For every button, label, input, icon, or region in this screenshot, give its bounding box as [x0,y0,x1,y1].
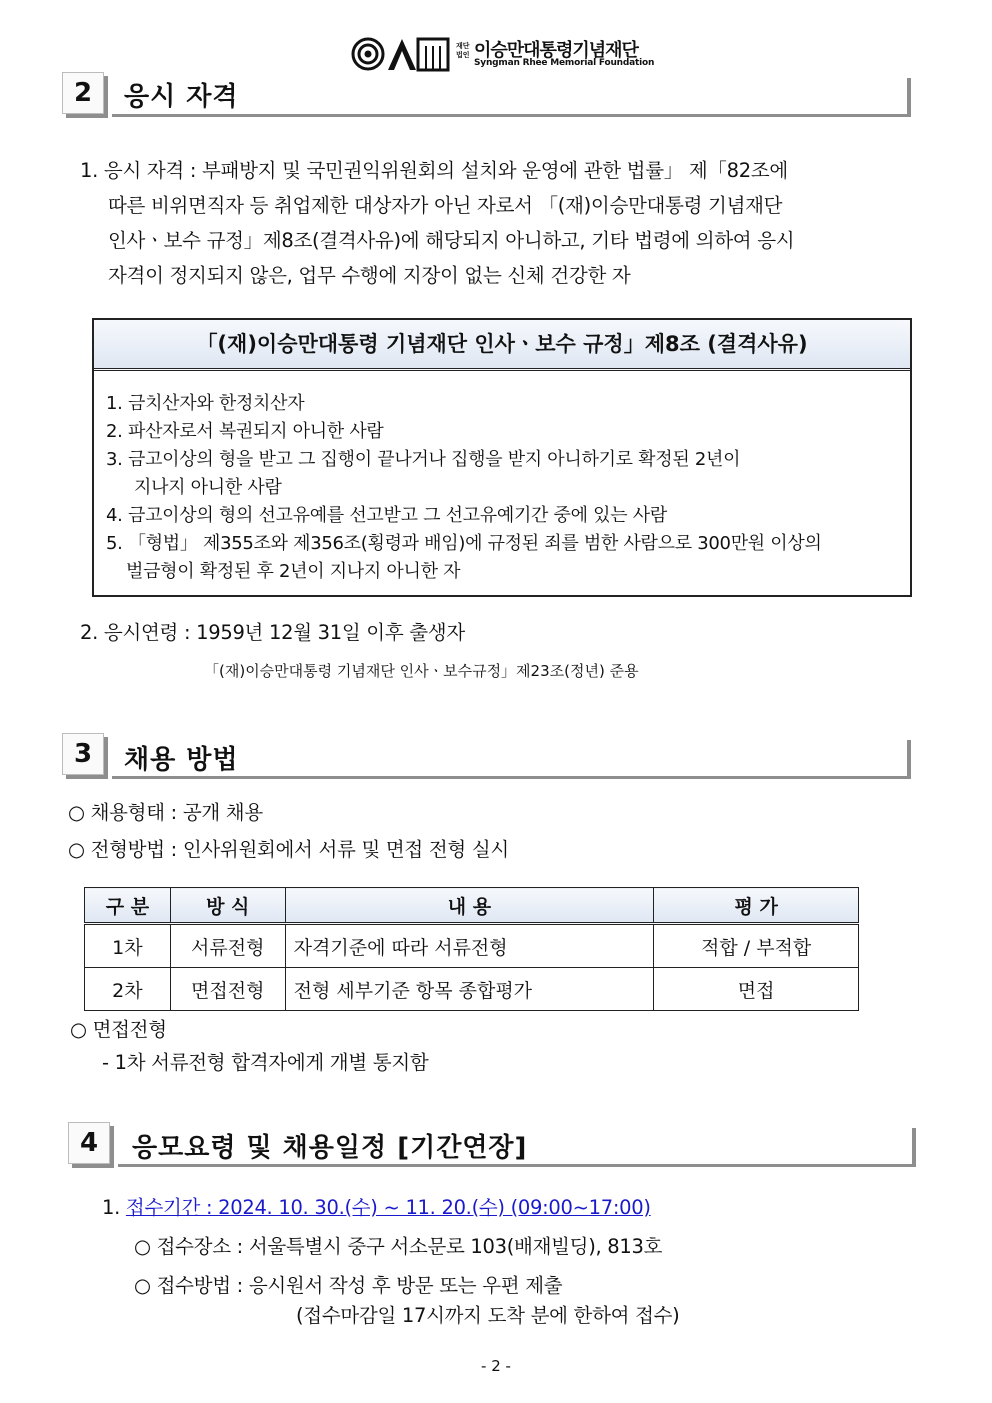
section-4-number: 4 [68,1122,110,1164]
cell-content: 자격기준에 따라 서류전형 [285,924,654,968]
application-method-note: (접수마감일 17시까지 도착 분에 한하여 접수) [296,1304,680,1327]
page-number: - 2 - [481,1357,511,1375]
age-requirement-note: 「(재)이승만대통령 기념재단 인사ㆍ보수규정」제23조(정년) 준용 [204,662,639,680]
org-name-en: Syngman Rhee Memorial Foundation [474,58,655,68]
qualification-line-4: 자격이 정지되지 않은, 업무 수행에 지장이 없는 신체 건강한 자 [108,264,631,287]
disqualification-item-4: 4. 금고이상의 형의 선고유예를 선고받고 그 선고유예기간 중에 있는 사람 [106,505,667,526]
employment-type: ○ 채용형태 : 공개 채용 [68,801,263,824]
disqualification-box [92,318,912,597]
disqualification-item-5-cont: 벌금형이 확정된 후 2년이 지나지 아니한 자 [126,561,461,582]
age-requirement: 2. 응시연령 : 1959년 12월 31일 이후 출생자 [80,621,465,644]
cell-stage: 1차 [85,924,171,968]
selection-method: ○ 전형방법 : 인사위원회에서 서류 및 면접 전형 실시 [68,838,509,861]
org-name: 이승만대통령기념재단 [474,40,638,61]
qualification-line-1: 1. 응시 자격 : 부패방지 및 국민권익위원회의 설치와 운영에 관한 법률」 제「82조에 [80,159,788,182]
interview-heading: ○ 면접전형 [70,1018,167,1041]
disqualification-box-title: 「(재)이승만대통령 기념재단 인사ㆍ보수 규정」제8조 (결격사유) [94,320,910,371]
application-period-line [102,1190,651,1225]
foundation-logo [350,36,655,72]
cell-method: 서류전형 [170,924,285,968]
header-evaluation: 평 가 [654,888,859,924]
table-row [85,968,859,1011]
section-2-title: 응시 자격 [124,82,239,112]
section-4-title: 응모요령 및 채용일정 [기간연장] [132,1133,528,1163]
disqualification-item-3-cont: 지나지 아니한 사람 [134,477,282,498]
qualification-line-3: 인사ㆍ보수 규정」제8조(결격사유)에 해당되지 아니하고, 기타 법령에 의하여 응시 [108,229,795,252]
disqualification-item-5: 5. 「형법」 제355조와 제356조(횡령과 배임)에 규정된 죄를 범한 사람으로 300만원 이상의 [106,533,822,554]
org-type-label: 재단법인 [456,42,470,59]
table-row [85,924,859,968]
application-period: 접수기간 : 2024. 10. 30.(수) ~ 11. 20.(수) (09:00~17:00) [125,1196,651,1219]
interview-notice: - 1차 서류전형 합격자에게 개별 통지함 [102,1051,429,1074]
cell-content: 전형 세부기준 항목 종합평가 [285,968,654,1011]
application-method: ○ 접수방법 : 응시원서 작성 후 방문 또는 우편 제출 [134,1274,563,1297]
cell-evaluation: 면접 [654,968,859,1011]
disqualification-item-3: 3. 금고이상의 형을 받고 그 집행이 끝나거나 집행을 받지 아니하기로 확정된 2년이 [106,449,741,470]
header-content: 내 용 [285,888,654,924]
application-period-prefix: 1. [102,1196,126,1219]
oam-logo-icon [350,36,454,72]
header-category: 구 분 [85,888,171,924]
section-3-number: 3 [62,733,104,775]
cell-method: 면접전형 [170,968,285,1011]
cell-stage: 2차 [85,968,171,1011]
disqualification-item-2: 2. 파산자로서 복권되지 아니한 사람 [106,421,384,442]
cell-evaluation: 적합 / 부적합 [654,924,859,968]
application-place: ○ 접수장소 : 서울특별시 중구 서소문로 103(배재빌딩), 813호 [134,1235,663,1258]
selection-table [84,887,859,1011]
table-header-row [85,888,859,924]
disqualification-item-1: 1. 금치산자와 한정치산자 [106,393,305,414]
section-2-number: 2 [62,72,104,114]
section-3-title: 채용 방법 [124,745,239,775]
qualification-line-2: 따른 비위면직자 등 취업제한 대상자가 아닌 자로서 「(재)이승만대통령 기념재단 [108,194,783,217]
header-method: 방 식 [170,888,285,924]
